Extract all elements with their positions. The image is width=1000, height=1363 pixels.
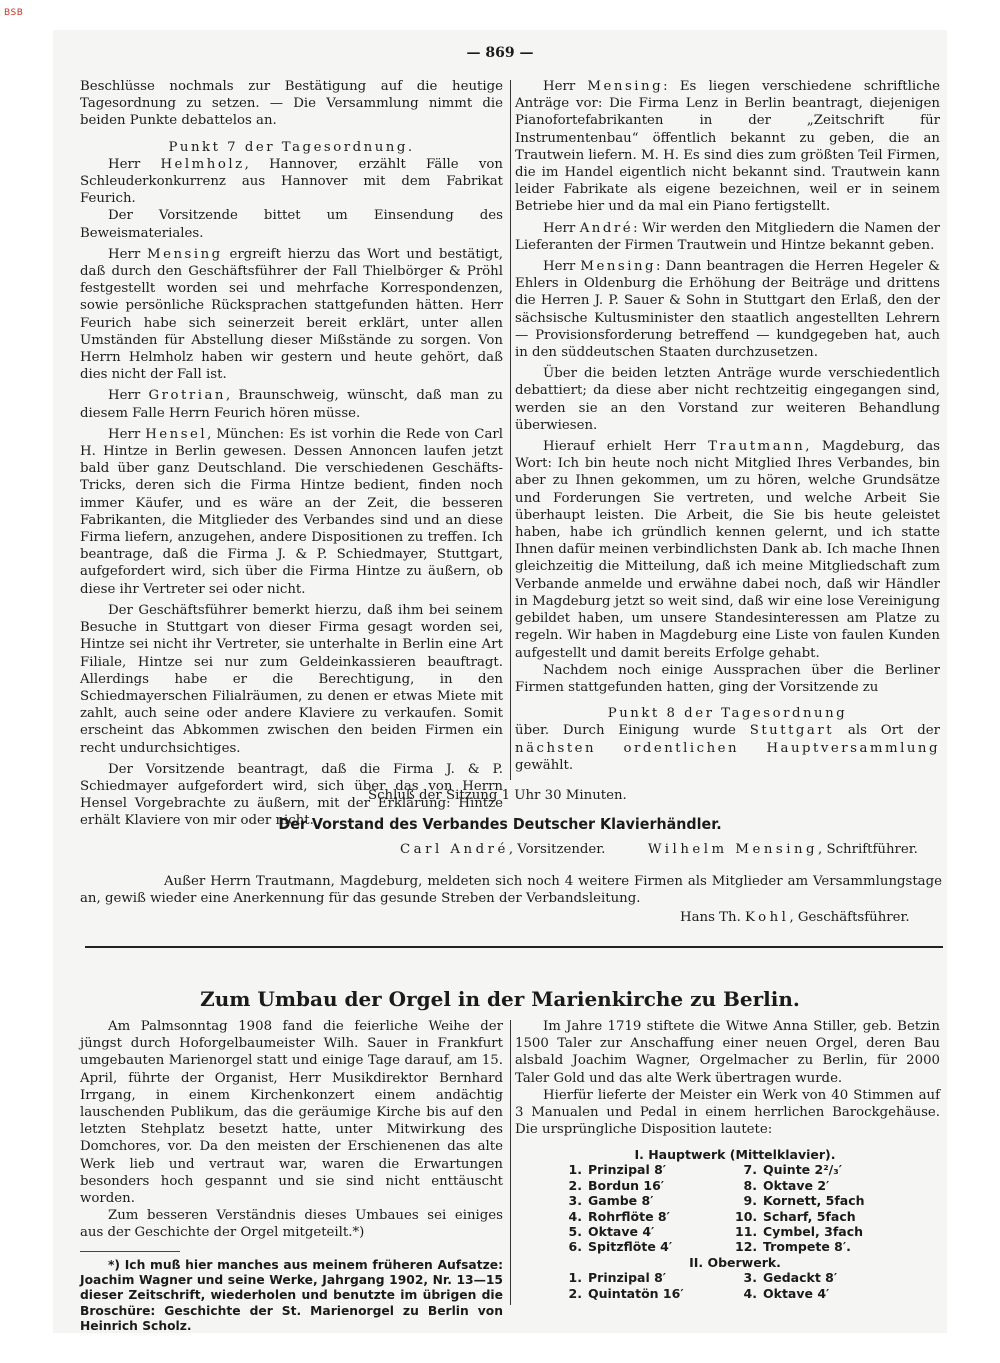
manual-heading: II. Oberwerk. xyxy=(689,1254,781,1270)
organ-stop: 4. Oktave 4′ xyxy=(743,1285,830,1301)
organ-stop: 1. Prinzipal 8′ xyxy=(568,1162,667,1178)
article-left-column xyxy=(80,1018,503,1335)
right-column xyxy=(515,78,940,774)
stop-row xyxy=(560,1239,910,1254)
article-right-column xyxy=(515,1018,940,1138)
article-separator xyxy=(85,946,943,948)
paragraph: Der Vorsitzende bittet um Einsendung des Beweismateriales. xyxy=(80,208,503,241)
column-divider xyxy=(510,80,511,780)
organ-disposition xyxy=(560,1147,910,1301)
stop-row xyxy=(560,1209,910,1224)
organ-stop: 4. Rohrflöte 8′ xyxy=(568,1208,670,1224)
organ-stop: 12. Trompete 8′. xyxy=(735,1239,851,1255)
stop-row xyxy=(560,1162,910,1177)
paragraph: Beschlüsse nochmals zur Bestätigung auf die heutige Tagesordnung zu setzen. — Die Versammlung nimmt die beiden Punkte debattelos an. xyxy=(80,79,503,129)
paragraph: Der Geschäftsführer bemerkt hierzu, daß ihm bei seinem Besuche in Stuttgart von dieser Firma gesagt worden sei, Hintze sei nicht ihr Vertreter, sie unterhalte in Berlin eine Art Filiale, Hintze sei nur zum Geldeinkassieren beauftragt. Allerdings habe er die Berechtigung, in den Schiedmayerschen Filialräumen, zu denen er etwas Miete mit zahlt, auch seine oder andere Klaviere zu verkaufen. Somit erscheint das Abkommen zwischen den beiden Firmen ein recht undurchsichtiges. xyxy=(80,602,503,756)
organ-stop: 5. Oktave 4′ xyxy=(568,1223,655,1239)
stop-row xyxy=(560,1270,910,1285)
column-divider xyxy=(510,1020,511,1305)
organ-stop: 10. Scharf, 5fach xyxy=(735,1208,856,1224)
paragraph: Der Vorsitzende beantragt, daß die Firma J. & P. Schiedmayer aufgefordert wird, sich über das von Herrn Hensel Vorgebrachte zu äußern, mit der Erklärung: Hintze erhält Klaviere von mir oder nicht. xyxy=(80,761,503,829)
library-mark: BSB xyxy=(4,8,24,18)
paragraph: Hierfür lieferte der Meister ein Werk von 40 Stimmen auf 3 Manualen und Pedal in einem herrlichen Barockgehäuse. Die ursprüngliche Disposition lautete: xyxy=(515,1087,940,1138)
board-signature-heading: Der Vorstand des Verbandes Deutscher Klavierhändler. xyxy=(278,815,722,833)
stop-row xyxy=(560,1193,910,1208)
paragraph: Zum besseren Verständnis dieses Umbaues sei einiges aus der Geschichte der Orgel mitgeteilt.*) xyxy=(80,1208,503,1241)
organ-stop: 3. Gedackt 8′ xyxy=(743,1270,838,1286)
manager-signature: Hans Th. Kohl, Geschäftsführer. xyxy=(680,910,910,925)
signatures: Carl André, Vorsitzender. Wilhelm Mensing, Schriftführer. xyxy=(400,842,918,857)
paragraph: Herr Mensing ergreift hierzu das Wort und bestätigt, daß durch den Geschäftsführer der Fall Thielbörger & Pröhl festgestellt worden sei und mehrfache Korrespondenzen, sowie persönliche Rücksprachen stattgefunden hätten. Herr Feurich habe sich seinerzeit bereit erklärt, unter allen Umständen für Abstellung dieser Mißstände zu sorgen. Von Herrn Helmholz haben wir gestern und heute gehört, daß dies nicht der Fall ist. xyxy=(80,246,503,383)
page-number: — 869 — xyxy=(466,45,534,61)
paragraph: Herr Mensing: Dann beantragen die Herren Hegeler & Ehlers in Oldenburg die Erhöhung der Beiträge und drittens die Herren J. P. Sauer & Sohn in Stuttgart den Erlaß, den der sächsische Kultusminister den staatlich angestellten Lehrern — Provisionsforderung betreffend — kundgegeben hat, auch in den süddeutschen Staaten durchzusetzen. xyxy=(515,259,941,361)
organ-stop: 6. Spitzflöte 4′ xyxy=(568,1239,673,1255)
organ-stop: 7. Quinte 2²/₃′ xyxy=(743,1162,843,1178)
paragraph: über. Durch Einigung wurde Stuttgart als Ort der nächsten ordentlichen Hauptversammlung gewählt. xyxy=(515,723,940,773)
article-title: Zum Umbau der Orgel in der Marienkirche zu Berlin. xyxy=(200,987,800,1011)
organ-stop: 2. Quintatön 16′ xyxy=(568,1285,684,1301)
organ-stop: 1. Prinzipal 8′ xyxy=(568,1270,667,1286)
organ-stop: 11. Cymbel, 3fach xyxy=(735,1223,864,1239)
paragraph: Hierauf erhielt Herr Trautmann, Magdeburg, das Wort: Ich bin heute noch nicht Mitglied Ihres Verbandes, bin aber zu Ihnen gekommen, um zu hören, welche Grundsätze und Forderungen Sie vertreten, und welche Arbeit Sie überhaupt leisten. Die Arbeit, die Sie bis heute geleistet haben, habe ich gründlich kennen gelernt, und ich statte Ihnen dafür meinen verbindlichsten Dank ab. Ich mache Ihnen gleichzeitig die Mitteilung, daß ich meine Mitgliedschaft zum Verbande anmelde und erwähne dabei noch, daß wir Händler in Magdeburg jetzt so weit sind, daß wir eine lose Vereinigung gebildet haben, um unsere Standesinteressen am Platze zu regeln. Wir haben in Magdeburg eine Liste von faulen Kunden aufgestellt und damit bereits Erfolge gehabt. xyxy=(515,439,940,661)
footnote: *) Ich muß hier manches aus meinem früheren Aufsatze: Joachim Wagner und seine Werke, Jahrgang 1902, Nr. 13—15 dieser Zeitschrift, wiederholen und benutzte im übrigen die Broschüre: Geschichte der St. Marienorgel zu Berlin von Heinrich Scholz. xyxy=(80,1257,503,1334)
stop-row xyxy=(560,1178,910,1193)
stop-row xyxy=(560,1286,910,1301)
manual-1-stops xyxy=(560,1162,910,1254)
organ-stop: 3. Gambe 8′ xyxy=(568,1193,654,1209)
stop-row xyxy=(560,1224,910,1239)
left-column xyxy=(80,78,503,830)
paragraph: Herr Hensel, München: Es ist vorhin die Rede von Carl H. Hintze in Berlin gewesen. Dessen Annoncen laufen jetzt bald über ganz Deutschland. Die verschiedenen Geschäfts-Tricks, deren sich die Firma Hintze bedient, finden noch immer Käufer, und es wäre an der Zeit, die besseren Fabrikanten, die Mitglieder des Verbandes sind und an diese Firma liefern, anzugehen, andere Dispositionen zu treffen. Ich beantrage, daß die Firma J. & P. Schiedmayer, Stuttgart, aufgefordert wird, sich über die Firma Hintze zu äußern, ob diese ihr Vertreter sei oder nicht. xyxy=(80,426,503,597)
organ-stop: 9. Kornett, 5fach xyxy=(743,1193,865,1209)
manual-heading: I. Hauptwerk (Mittelklavier). xyxy=(634,1147,836,1162)
membership-note: Außer Herrn Trautmann, Magdeburg, meldeten sich noch 4 weitere Firmen als Mitglieder am Versammlungstage an, gewiß wieder eine Anerkennung für das gesunde Streben der Verbandsleitung. xyxy=(80,874,942,907)
paragraph: Nachdem noch einige Aussprachen über die Berliner Firmen stattgefunden hatten, ging der Vorsitzende zu xyxy=(515,662,940,695)
paragraph: Herr Mensing: Es liegen verschiedene schriftliche Anträge vor: Die Firma Lenz in Berlin beantragt, diejenigen Pianofortefabrikanten in der „Zeitschrift für Instrumentenbau“ öffentlich bekannt zu geben, die an Trautwein liefern. M. H. Es sind dies zum größten Teil Firmen, die im Handel eigentlich nicht bekannt sind. Trautwein kann leider Fabrikate als eigene bezeichnen, weil er in seinem Betriebe hier und da mal ein Piano fertigstellt. xyxy=(515,79,940,215)
organ-stop: 2. Bordun 16′ xyxy=(568,1177,665,1193)
section-heading: Punkt 7 der Tagesordnung. xyxy=(168,139,415,155)
paragraph: Über die beiden letzten Anträge wurde verschiedentlich debattiert; da diese aber nicht rechtzeitig eingegangen sind, werden sie an den Vorstand zur weiteren Behandlung überwiesen. xyxy=(515,366,940,433)
paragraph: Am Palmsonntag 1908 fand die feierliche Weihe der jüngst durch Hoforgelbaumeister Wilh. Sauer in Frankfurt umgebauten Marienorgel statt und einige Tage darauf, am 15. April, führte der Organist, Herr Musikdirektor Bernhard Irrgang, in einem Kirchenkonzert einem andächtig lauschenden Publikum, das die geräumige Kirche bis auf den letzten Stehplatz besetzt hatte, unter Mitwirkung des Domchores, vor. Da den meisten der Erschienenen das alte Werk lieb und vertraut war, waren die Erwartungen besonders hoch gespannt und sie sind nicht enttäuscht worden. xyxy=(80,1019,503,1207)
manual-2-stops xyxy=(560,1270,910,1301)
session-end: Schluß der Sitzung 1 Uhr 30 Minuten. xyxy=(368,788,627,803)
section-heading: Punkt 8 der Tagesordnung xyxy=(607,706,848,722)
paragraph: Herr Grotrian, Braunschweig, wünscht, daß man zu diesem Falle Herrn Feurich hören müsse. xyxy=(80,388,503,421)
organ-stop: 8. Oktave 2′ xyxy=(743,1177,830,1193)
paragraph: Herr André: Wir werden den Mitgliedern die Namen der Lieferanten der Firmen Trautwein und Hintze bekannt geben. xyxy=(515,220,940,253)
paragraph: Im Jahre 1719 stiftete die Witwe Anna Stiller, geb. Betzin 1500 Taler zur Anschaffung einer neuen Orgel, deren Bau alsbald Joachim Wagner, Orgelmacher zu Berlin, für 2000 Taler Gold und das alte Werk übertragen wurde. xyxy=(515,1019,940,1086)
paragraph: Herr Helmholz, Hannover, erzählt Fälle von Schleuderkonkurrenz aus Hannover mit dem Fabrikat Feurich. xyxy=(80,156,503,207)
